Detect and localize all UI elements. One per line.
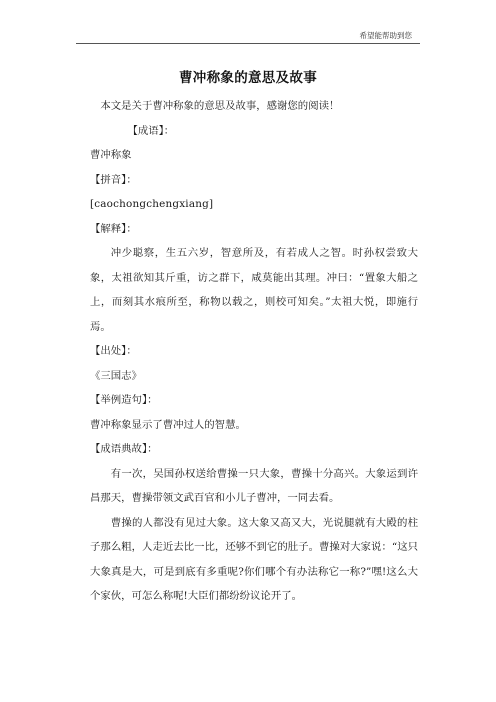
liju-text: 曹冲称象显示了曹冲过人的智慧。: [90, 418, 246, 431]
diangu-paragraph-1: 有一次，吴国孙权送给曹操一只大象，曹操十分高兴。大象运到许昌那天，曹操带领文武百官和小儿子曹冲，一同去看。: [90, 467, 418, 504]
chengyu-text: 曹冲称象: [90, 149, 132, 161]
label-liju: 【举例造句】：: [90, 394, 158, 406]
jieshi-paragraph: 冲少聪察，生五六岁，智意所及，有若成人之智。时孙权尝致大象，太祖欲知其斤重，访之群下，咸莫能出其理。冲曰：“置象大船之上，而刻其水痕所至，称物以载之，则校可知矣。”太祖大悦，即施行焉。: [90, 247, 418, 333]
label-chuchu: 【出处】：: [90, 345, 137, 357]
chuchu-text: 《三国志》: [90, 369, 142, 382]
header-note: 希望能帮助到您: [359, 31, 412, 40]
label-diangu: 【成语典故】：: [90, 443, 158, 455]
document-title: 曹冲称象的意思及故事: [179, 70, 317, 86]
document-body: [90, 94, 418, 609]
header-divider: [76, 43, 420, 44]
diangu-paragraph-2: 曹操的人都没有见过大象。这大象又高又大，光说腿就有大殿的柱子那么粗，人走近去比一比，还够不到它的肚子。曹操对大家说：“这只大象真是大，可是到底有多重呢?你们哪个有办法称它一称?”嘿!这么大个家伙，可怎么称呢!大臣们都纷纷议论开了。: [90, 516, 418, 602]
label-pinyin: 【拼音】：: [90, 173, 137, 186]
label-jieshi: 【解释】：: [90, 222, 137, 235]
pinyin-text: [caochongchengxiang]: [90, 198, 214, 210]
intro-paragraph: 本文是关于曹冲称象的意思及故事，感谢您的阅读！: [100, 100, 340, 112]
label-chengyu: 【成语】：: [127, 124, 175, 137]
